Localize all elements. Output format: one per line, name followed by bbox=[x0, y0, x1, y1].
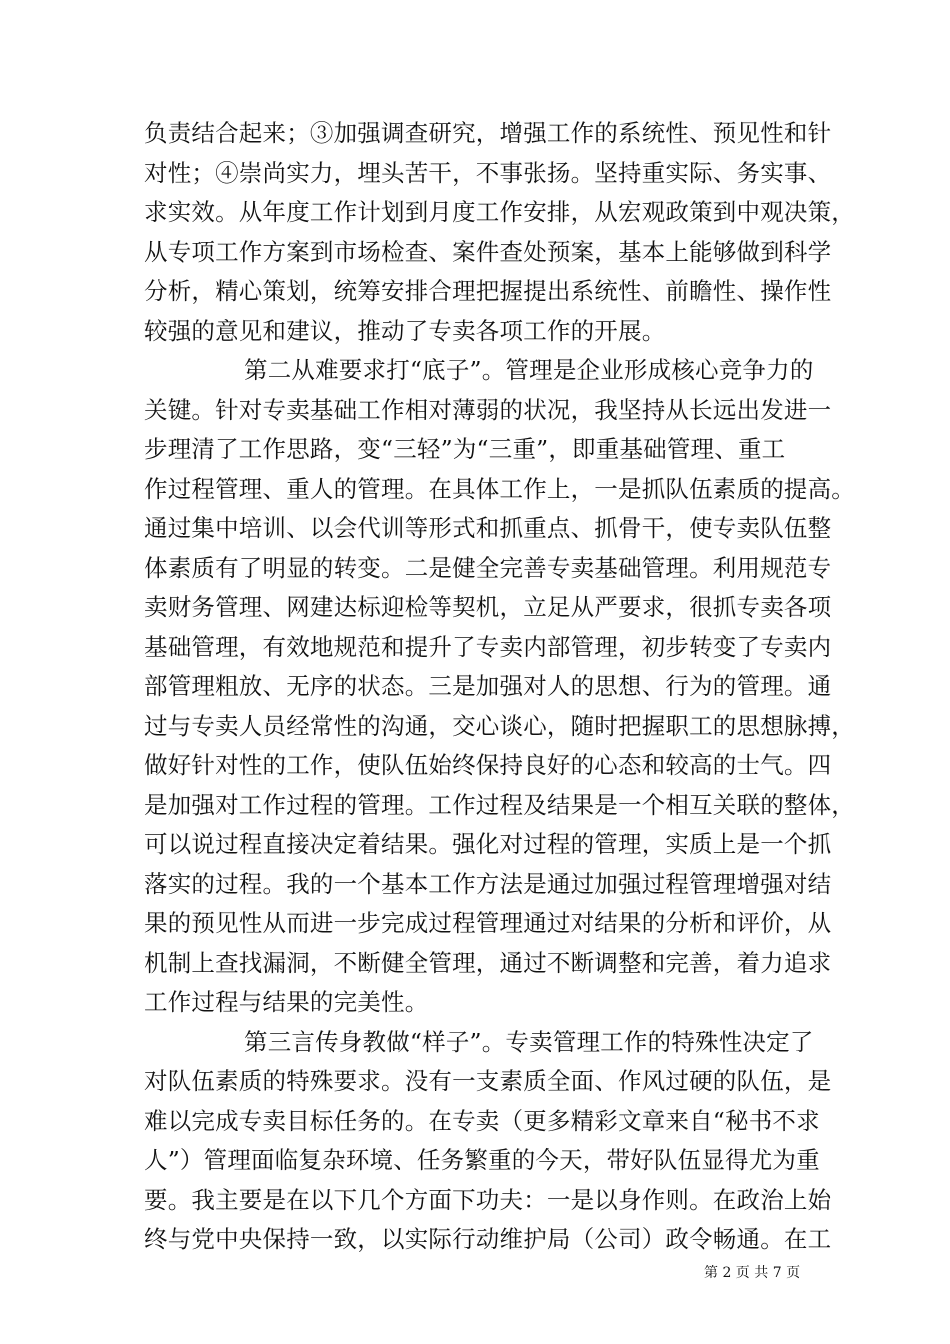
text-line: 过与专卖人员经常性的沟通，交心谈心，随时把握职工的思想脉搏， bbox=[144, 712, 855, 740]
text-line: 落实的过程。我的一个基本工作方法是通过加强过程管理增强对结 bbox=[144, 870, 832, 898]
text-line: 果的预见性从而进一步完成过程管理通过对结果的分析和评价，从 bbox=[144, 909, 832, 937]
text-line: 是加强对工作过程的管理。工作过程及结果是一个相互关联的整体， bbox=[144, 791, 855, 819]
text-line: 体素质有了明显的转变。二是健全完善专卖基础管理。利用规范专 bbox=[144, 554, 832, 582]
text-line: 卖财务管理、网建达标迎检等契机，立足从严要求，很抓专卖各项 bbox=[144, 593, 832, 621]
text-line: 要。我主要是在以下几个方面下功夫：一是以身作则。在政治上始 bbox=[144, 1186, 832, 1214]
text-line: 做好针对性的工作，使队伍始终保持良好的心态和较高的士气。四 bbox=[144, 751, 832, 779]
text-line: 步理清了工作思路，变“三轻”为“三重”，即重基础管理、重工 bbox=[144, 435, 786, 463]
text-line: 工作过程与结果的完美性。 bbox=[144, 988, 429, 1016]
page-number-footer: 第 2 页 共 7 页 bbox=[704, 1265, 801, 1281]
text-line: 从专项工作方案到市场检查、案件查处预案，基本上能够做到科学 bbox=[144, 238, 832, 266]
text-line: 对队伍素质的特殊要求。没有一支素质全面、作风过硬的队伍，是 bbox=[144, 1067, 832, 1095]
text-line: 分析，精心策划，统筹安排合理把握提出系统性、前瞻性、操作性 bbox=[144, 277, 832, 305]
text-line: 通过集中培训、以会代训等形式和抓重点、抓骨干，使专卖队伍整 bbox=[144, 514, 832, 542]
text-line: 机制上查找漏洞，不断健全管理，通过不断调整和完善，着力追求 bbox=[144, 949, 832, 977]
text-line: 关键。针对专卖基础工作相对薄弱的状况，我坚持从长远出发进一 bbox=[144, 396, 832, 424]
text-line: 难以完成专卖目标任务的。在专卖（更多精彩文章来自“秘书不求 bbox=[144, 1107, 820, 1135]
text-line: 人”）管理面临复杂环境、任务繁重的今天，带好队伍显得尤为重 bbox=[144, 1146, 820, 1174]
text-line: 可以说过程直接决定着结果。强化对过程的管理，实质上是一个抓 bbox=[144, 830, 832, 858]
text-line: 较强的意见和建议，推动了专卖各项工作的开展。 bbox=[144, 317, 666, 345]
text-line: 负责结合起来；③加强调查研究，增强工作的系统性、预见性和针 bbox=[144, 119, 832, 147]
paragraph-start-line: 第三言传身教做“样子”。专卖管理工作的特殊性决定了 bbox=[244, 1028, 814, 1056]
text-line: 基础管理，有效地规范和提升了专卖内部管理，初步转变了专卖内 bbox=[144, 633, 832, 661]
text-line: 对性；④崇尚实力，埋头苦干，不事张扬。坚持重实际、务实事、 bbox=[144, 159, 832, 187]
text-line: 终与党中央保持一致，以实际行动维护局（公司）政令畅通。在工 bbox=[144, 1225, 832, 1253]
text-line: 求实效。从年度工作计划到月度工作安排，从宏观政策到中观决策， bbox=[144, 198, 855, 226]
text-line: 作过程管理、重人的管理。在具体工作上，一是抓队伍素质的提高。 bbox=[144, 475, 855, 503]
paragraph-start-line: 第二从难要求打“底子”。管理是企业形成核心竞争力的 bbox=[244, 356, 814, 384]
text-line: 部管理粗放、无序的状态。三是加强对人的思想、行为的管理。通 bbox=[144, 672, 832, 700]
